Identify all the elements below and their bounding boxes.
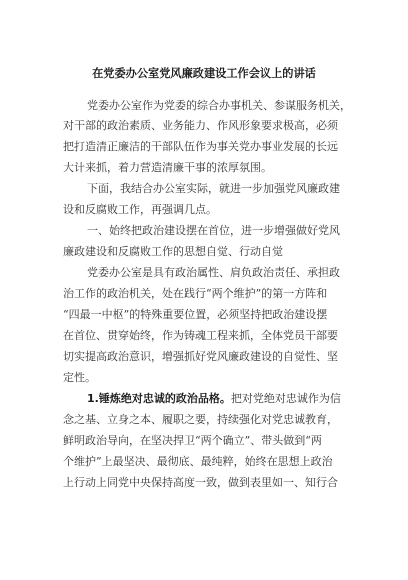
paragraph-line: 下面，我结合办公室实际，就进一步加强党风廉政建 — [87, 182, 340, 195]
paragraph-line: 党委办公室作为党委的综合办事机关、参谋服务机关， — [87, 99, 351, 112]
paragraph-line: 大计来抓，着力营造清廉干事的浓厚氛围。 — [63, 161, 272, 174]
paragraph-line: 治工作的政治机关，处在践行“两个维护”的第一方阵和 — [63, 287, 328, 300]
paragraph-line: 设和反腐败工作，再强调几点。 — [63, 203, 217, 216]
paragraph-line: 个维护”上最坚决、最彻底、最纯粹，始终在思想上政治 — [63, 455, 333, 468]
paragraph-line: 念之基、立身之本、履职之要，持续强化对党忠诚教育， — [63, 413, 338, 426]
paragraph-line: 对干部的政治素质、业务能力、作风形象要求极高，必须 — [63, 119, 338, 132]
paragraph-line: “四最一中枢”的特殊重要位置，必须坚持把政治建设摆 — [63, 308, 328, 321]
section-heading-line: 廉政建设和反腐败工作的思想自觉、行动自觉 — [63, 245, 283, 258]
paragraph-line: 定性。 — [63, 371, 96, 384]
subsection-line — [87, 391, 341, 407]
paragraph-line: 在首位、贯穿始终，作为铸魂工程来抓，全体党员干部要 — [63, 329, 338, 342]
paragraph-line: 上行动上同党中央保持高度一致，做到表里如一、知行合 — [63, 476, 338, 489]
subsection-heading: 1.锤炼绝对忠诚的政治品格。 — [87, 392, 231, 405]
paragraph-line: 党委办公室是具有政治属性、肩负政治责任、承担政 — [87, 266, 340, 279]
subsection-text: 把对党绝对忠诚作为信 — [230, 392, 341, 405]
paragraph-line: 切实提高政治意识，增强抓好党风廉政建设的自觉性、坚 — [63, 350, 338, 363]
paragraph-line: 鲜明政治导向，在坚决捍卫“两个确立”、带头做到“两 — [63, 434, 322, 447]
paragraph-line: 把打造清正廉洁的干部队伍作为事关党办事业发展的长远 — [63, 140, 338, 153]
section-heading-line: 一、始终把政治建设摆在首位，进一步增强做好党风 — [87, 224, 340, 237]
document-title: 在党委办公室党风廉政建设工作会议上的讲话 — [92, 67, 316, 80]
